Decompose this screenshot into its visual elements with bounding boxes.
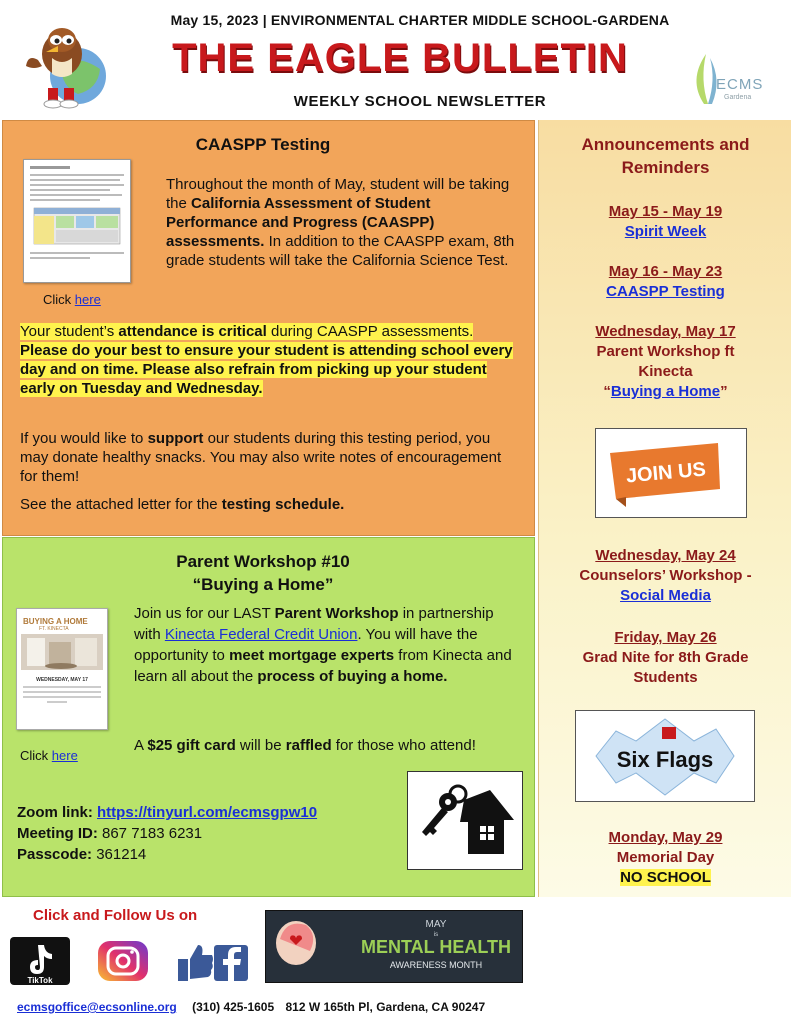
zoom-details <box>17 802 397 865</box>
schedule-notice: See the attached letter for the testing schedule. <box>20 496 345 513</box>
office-phone: (310) 425-1605 <box>192 1000 275 1014</box>
testing-letter-thumbnail[interactable] <box>23 159 131 283</box>
parent-workshop-section <box>2 537 535 897</box>
office-email-link[interactable]: ecmsgoffice@ecsonline.org <box>17 1000 177 1014</box>
mh-month: MAY <box>425 919 447 930</box>
mh-subtitle: AWARENESS MONTH <box>389 960 483 970</box>
instagram-button[interactable] <box>92 937 158 985</box>
room-photo-icon <box>17 632 107 672</box>
caaspp-section <box>2 120 535 536</box>
workshop-title: Parent Workshop #10 “Buying a Home” <box>176 552 350 594</box>
eagle-mascot-icon <box>18 14 118 114</box>
caaspp-intro: Throughout the month of May, student will be taking the California Assessment of Student Performance and Progress (CAASPP) assessments. In addition to the CAASPP exam, 8th grade students will take the California Science Test. <box>166 176 515 269</box>
join-us-image <box>595 428 747 518</box>
six-flags-logo-icon <box>576 711 754 801</box>
spirit-week-link[interactable]: Spirit Week <box>624 223 707 240</box>
tiktok-button[interactable] <box>10 937 76 985</box>
event-memorial-day: Monday, May 29 Memorial Day NO SCHOOL <box>608 829 723 886</box>
announcements-sidebar <box>538 120 791 897</box>
newsletter-subtitle: WEEKLY SCHOOL NEWSLETTER <box>293 93 547 110</box>
event-parent-workshop: Wednesday, May 17 Parent Workshop ft Kinecta “Buying a Home” <box>595 323 736 400</box>
flyer-date: WEDNESDAY, MAY 17 <box>36 677 88 683</box>
meeting-id-row: Meeting ID: 867 7183 6231 <box>17 825 203 842</box>
mental-health-banner-graphic <box>266 911 522 982</box>
caaspp-click-here: Click here <box>43 292 101 307</box>
keys-house-icon <box>408 772 522 869</box>
zoom-link-row: Zoom link: https://tinyurl.com/ecmsgpw10 <box>17 804 318 821</box>
mental-health-banner <box>265 910 523 983</box>
newsletter-header <box>0 0 791 120</box>
issue-date-line: May 15, 2023 | ENVIRONMENTAL CHARTER MIDDLE SCHOOL-GARDENA <box>170 12 670 28</box>
announcements-title: Announcements and Reminders <box>581 135 750 177</box>
event-spirit-week: May 15 - May 19 Spirit Week <box>608 203 723 240</box>
instagram-icon <box>92 937 158 985</box>
ecms-logo-text: ECMS <box>716 76 764 93</box>
event-grad-nite: Friday, May 26 Grad Nite for 8th Grade Students <box>582 629 749 686</box>
tiktok-icon <box>10 937 76 985</box>
workshop-click-here: Click here <box>20 748 78 763</box>
social-media-link[interactable]: Social Media <box>620 587 711 604</box>
event-counselors-workshop: Wednesday, May 24 Counselors’ Workshop - Social Media <box>579 547 752 604</box>
letter-document-icon <box>24 160 130 282</box>
flyer-title: BUYING A HOME <box>23 617 88 626</box>
kinecta-link[interactable]: Kinecta Federal Credit Union <box>164 626 358 643</box>
workshop-description: Join us for our LAST Parent Workshop in partnership with Kinecta Federal Credit Union. You will have the opportunity to meet mortgage experts from Kinecta and learn all about the process of buying a home. <box>134 605 512 685</box>
gift-card-raffle: A $25 gift card will be raffled for those who attend! <box>134 737 476 754</box>
newsletter-title: THE EAGLE BULLETIN <box>172 36 628 80</box>
caaspp-testing-link[interactable]: CAASPP Testing <box>606 283 725 300</box>
newsletter-footer <box>0 897 791 1024</box>
ecms-logo <box>686 50 778 106</box>
facebook-like-icon <box>174 937 250 985</box>
buying-a-home-link[interactable]: Buying a Home <box>610 383 721 400</box>
mh-title: MENTAL HEALTH <box>361 937 511 957</box>
join-us-text: JOIN US <box>625 458 707 488</box>
attendance-notice: Your student’s attendance is critical during CAASPP assessments. Please do your best to ensure your student is attending school every day and on time. Please also refrain from picking up your student early on Tuesday and Wednesday. <box>20 323 513 397</box>
caaspp-letter-link[interactable]: here <box>74 292 101 307</box>
join-us-banner-icon <box>596 429 746 517</box>
six-flags-text: Six Flags <box>616 747 714 772</box>
flyer-subtitle: FT. KINECTA <box>39 626 69 632</box>
caaspp-title: CAASPP Testing <box>195 135 331 154</box>
mh-is: is <box>433 932 439 938</box>
support-notice: If you would like to support our students during this testing period, you may donate healthy snacks. You may also write notes of encouragement for them! <box>20 430 502 485</box>
passcode-row: Passcode: 361214 <box>17 846 147 863</box>
workshop-flyer-thumbnail[interactable] <box>16 608 108 730</box>
follow-us-label: Click and Follow Us on <box>33 907 198 924</box>
ecms-logo-subtext: Gardena <box>724 94 752 101</box>
contact-line <box>17 1000 485 1014</box>
six-flags-image <box>575 710 755 802</box>
facebook-button[interactable] <box>174 937 240 985</box>
tiktok-label: TikTok <box>27 976 53 985</box>
office-address: 812 W 165th Pl, Gardena, CA 90247 <box>285 1000 486 1014</box>
workshop-flyer-link[interactable]: here <box>51 748 78 763</box>
zoom-link[interactable]: https://tinyurl.com/ecmsgpw10 <box>97 804 318 821</box>
keys-house-image <box>407 771 523 870</box>
event-caaspp-testing: May 16 - May 23 CAASPP Testing <box>606 263 725 300</box>
